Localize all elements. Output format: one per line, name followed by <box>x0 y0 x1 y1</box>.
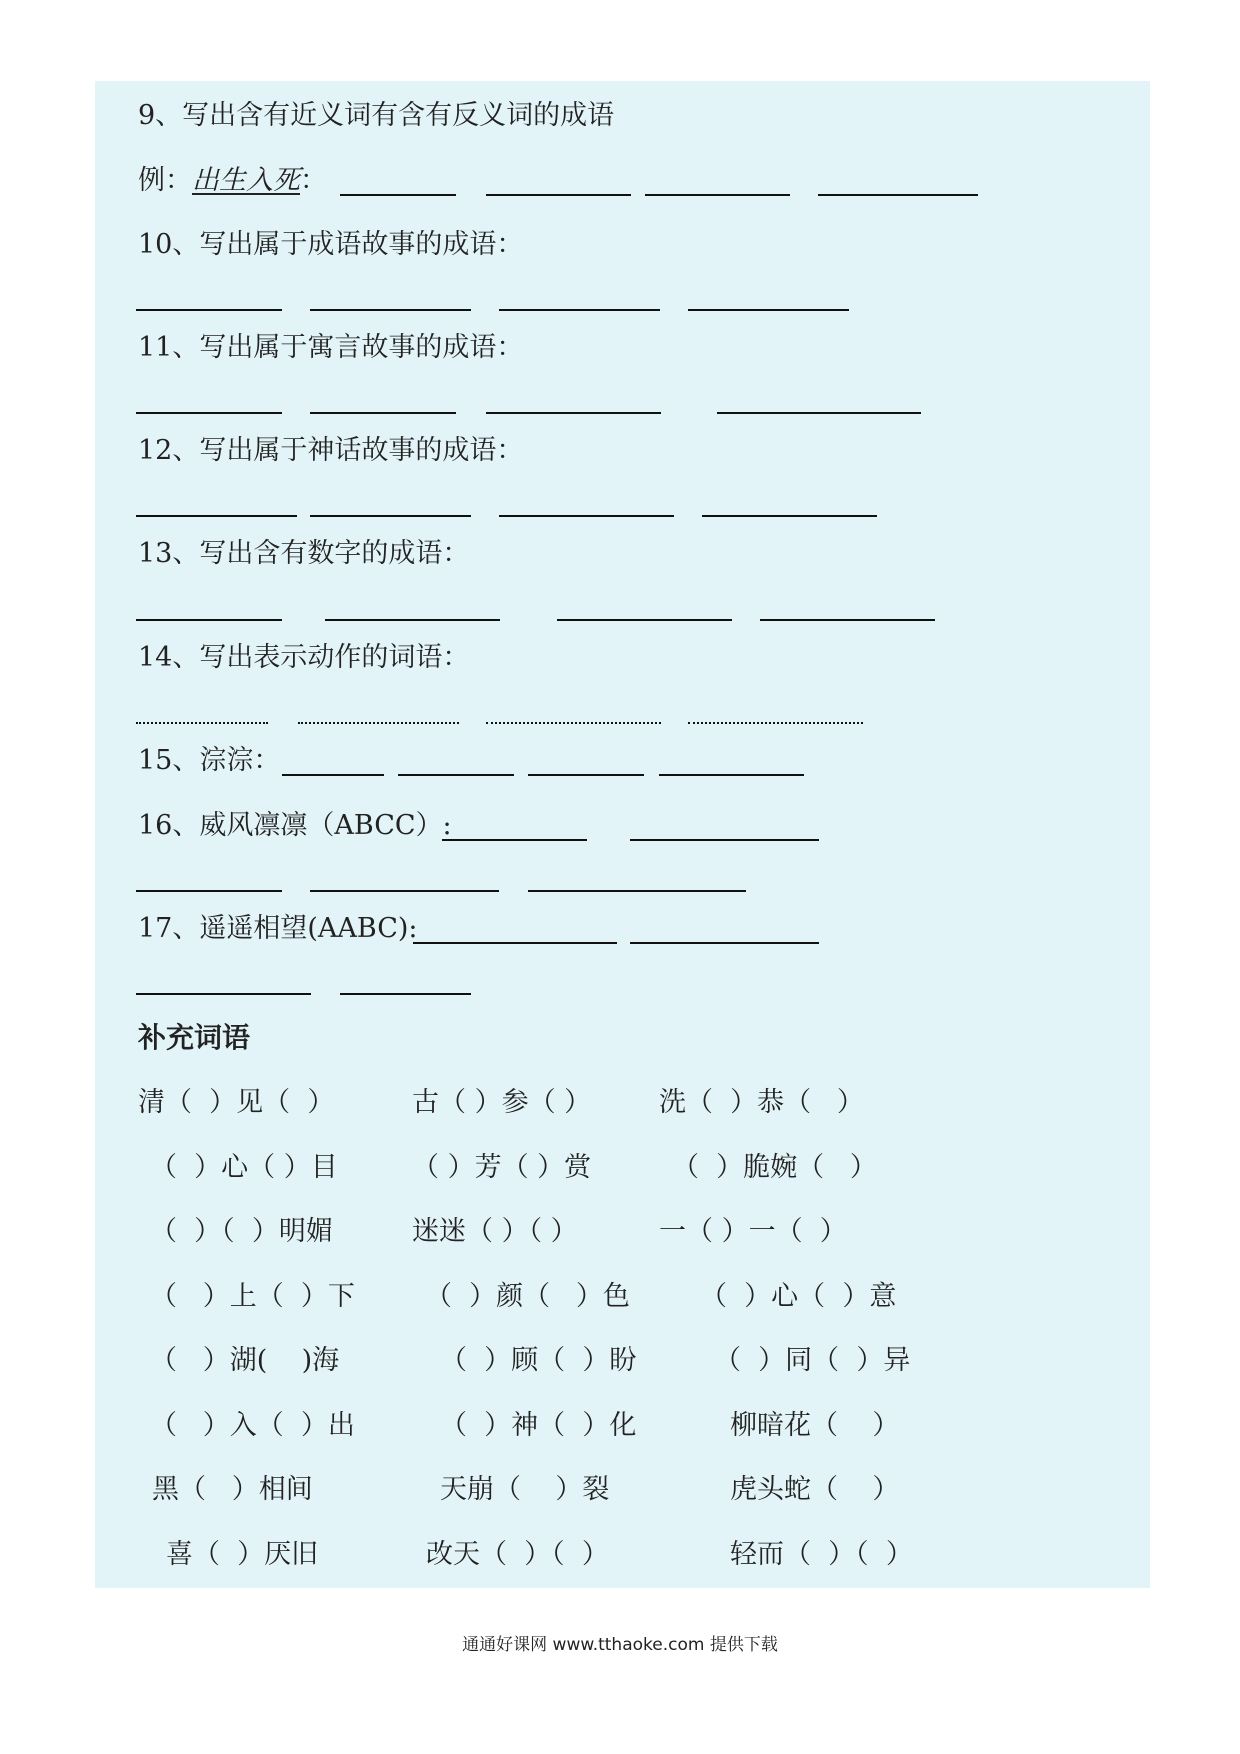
answer-blank[interactable] <box>136 515 297 517</box>
answer-blank[interactable] <box>282 774 384 776</box>
answer-blank[interactable] <box>486 412 661 414</box>
fill-item[interactable]: （ ）入（ ）出 <box>150 1410 355 1441</box>
answer-blank[interactable] <box>645 194 790 196</box>
answer-blank[interactable] <box>528 890 746 892</box>
question-9: 9、写出含有近义词有含有反义词的成语 <box>138 100 615 131</box>
fill-item[interactable]: （ ）心（ ）意 <box>700 1281 897 1312</box>
question-16: 16、威风凛凛（ABCC）: <box>138 810 452 841</box>
answer-blank[interactable] <box>136 619 282 621</box>
answer-blank[interactable] <box>499 515 674 517</box>
answer-blank[interactable] <box>325 619 500 621</box>
section-title: 补充词语 <box>138 1021 251 1054</box>
answer-blank[interactable] <box>442 839 587 841</box>
fill-item[interactable]: （ ）心（ ）目 <box>150 1152 338 1183</box>
fill-item[interactable]: 天崩（ ）裂 <box>440 1474 610 1505</box>
fill-item[interactable]: （ ）湖( )海 <box>150 1345 340 1376</box>
answer-blank[interactable] <box>688 722 863 724</box>
answer-blank[interactable] <box>717 412 921 414</box>
answer-blank[interactable] <box>310 515 471 517</box>
answer-blank[interactable] <box>310 890 499 892</box>
answer-blank[interactable] <box>630 942 819 944</box>
fill-item[interactable]: 一（ ）一（ ） <box>659 1216 847 1247</box>
answer-blank[interactable] <box>557 619 732 621</box>
fill-item[interactable]: （ ）芳（ ）赏 <box>412 1152 592 1183</box>
fill-item[interactable]: （ ）顾（ ）盼 <box>440 1345 637 1376</box>
answer-blank[interactable] <box>136 993 311 995</box>
fill-item[interactable]: 黑（ ）相间 <box>152 1474 313 1505</box>
question-10: 10、写出属于成语故事的成语： <box>138 229 524 260</box>
fill-item[interactable]: （ ）（ ）明媚 <box>150 1216 333 1247</box>
fill-item[interactable]: （ ）脆婉（ ） <box>672 1152 877 1183</box>
fill-item[interactable]: 轻而（ ）（ ） <box>730 1539 913 1570</box>
answer-blank[interactable] <box>340 194 456 196</box>
fill-item[interactable]: （ ）上（ ）下 <box>150 1281 355 1312</box>
question-13: 13、写出含有数字的成语： <box>138 538 470 569</box>
answer-blank[interactable] <box>136 890 282 892</box>
answer-blank[interactable] <box>486 722 661 724</box>
question-9-example <box>138 164 327 198</box>
question-14: 14、写出表示动作的词语： <box>138 642 470 673</box>
answer-blank[interactable] <box>528 774 644 776</box>
fill-item[interactable]: 清（ ）见（ ） <box>138 1087 335 1118</box>
answer-blank[interactable] <box>298 722 459 724</box>
fill-item[interactable]: （ ）神（ ）化 <box>440 1410 637 1441</box>
answer-blank[interactable] <box>486 194 631 196</box>
answer-blank[interactable] <box>630 839 819 841</box>
answer-blank[interactable] <box>398 774 514 776</box>
fill-item[interactable]: 迷迷（ ）（ ） <box>412 1216 578 1247</box>
fill-item[interactable]: 古（ ）参（ ） <box>412 1087 592 1118</box>
answer-blank[interactable] <box>136 412 282 414</box>
fill-item[interactable]: （ ）同（ ）异 <box>714 1345 911 1376</box>
answer-blank[interactable] <box>760 619 935 621</box>
answer-blank[interactable] <box>688 309 849 311</box>
question-12: 12、写出属于神话故事的成语： <box>138 435 524 466</box>
example-word: 出生入死 <box>192 165 300 196</box>
answer-blank[interactable] <box>818 194 978 196</box>
answer-blank[interactable] <box>340 993 471 995</box>
answer-blank[interactable] <box>136 722 268 724</box>
answer-blank[interactable] <box>310 309 471 311</box>
fill-item[interactable]: 改天（ ）（ ） <box>426 1539 609 1570</box>
question-11: 11、写出属于寓言故事的成语： <box>138 332 524 363</box>
page-footer: 通通好课网 www.tthaoke.com 提供下载 <box>462 1635 778 1655</box>
example-prefix: 例： <box>138 165 192 196</box>
fill-item[interactable]: （ ）颜（ ）色 <box>425 1281 630 1312</box>
answer-blank[interactable] <box>659 774 804 776</box>
answer-blank[interactable] <box>413 942 617 944</box>
question-17: 17、遥遥相望(AABC): <box>138 913 418 944</box>
answer-blank[interactable] <box>702 515 877 517</box>
answer-blank[interactable] <box>310 412 456 414</box>
example-suffix: ： <box>300 165 327 196</box>
fill-item[interactable]: 洗（ ）恭（ ） <box>659 1087 864 1118</box>
answer-blank[interactable] <box>499 309 660 311</box>
fill-item[interactable]: 柳暗花（ ） <box>730 1410 900 1441</box>
answer-blank[interactable] <box>136 309 282 311</box>
fill-item[interactable]: 喜（ ）厌旧 <box>166 1539 319 1570</box>
fill-item[interactable]: 虎头蛇（ ） <box>730 1474 900 1505</box>
question-15: 15、淙淙： <box>138 745 281 776</box>
